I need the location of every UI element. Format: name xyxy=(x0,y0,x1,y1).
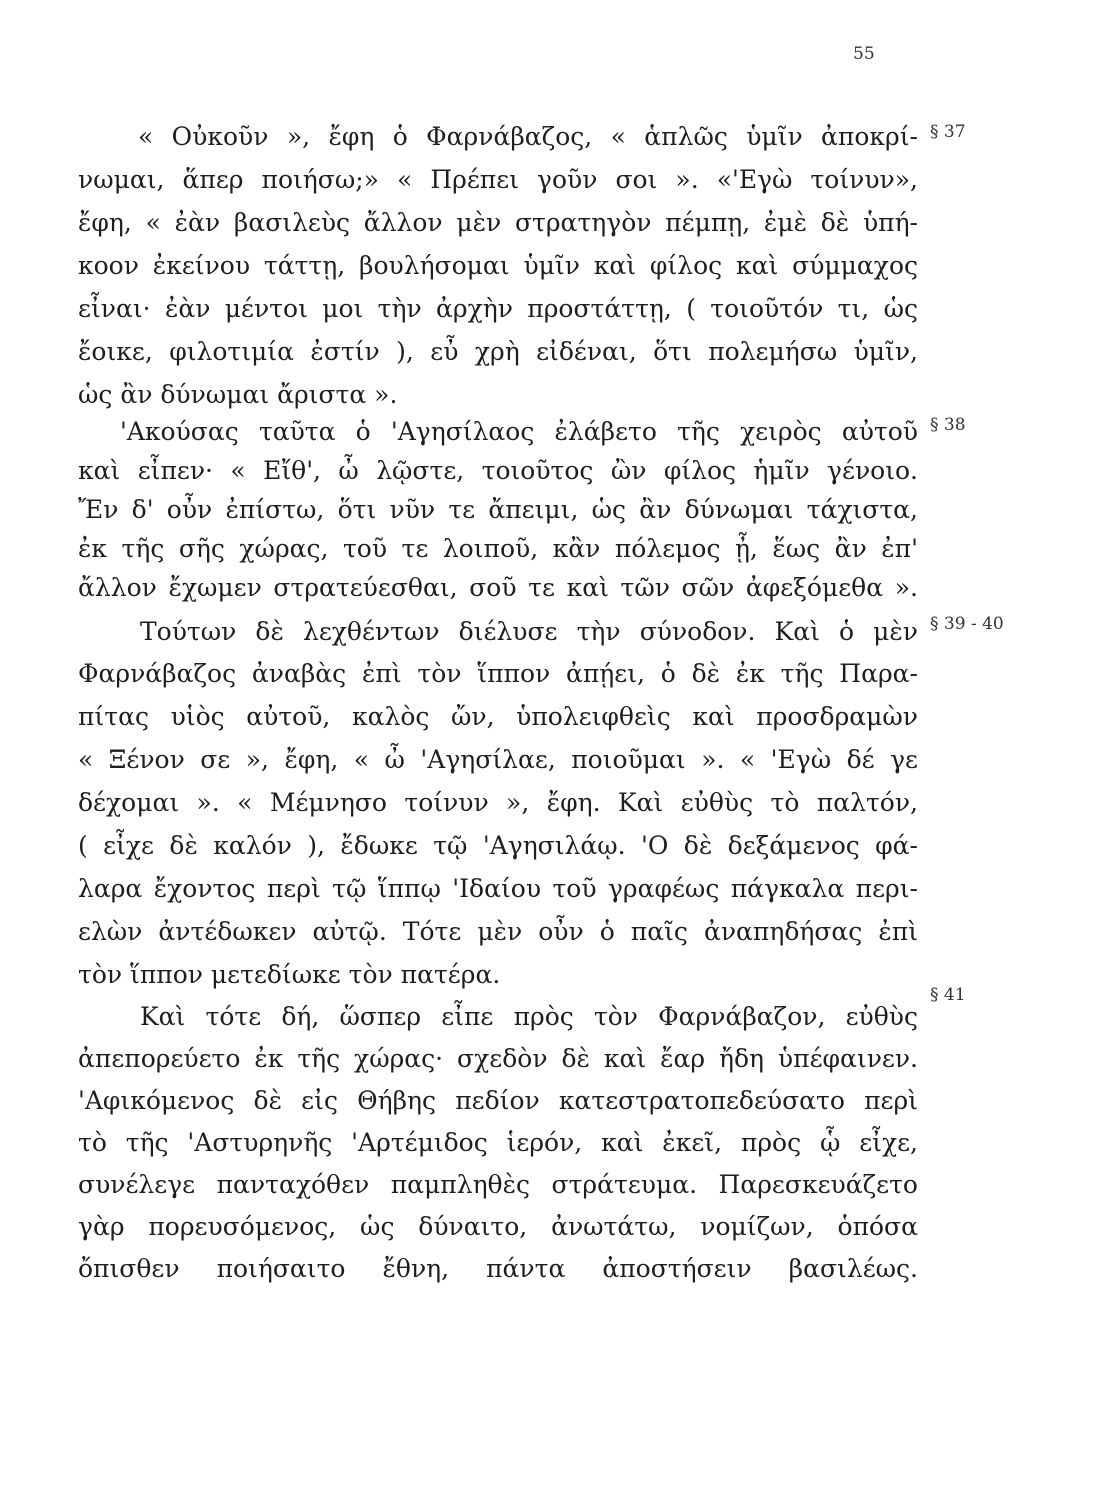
text-line xyxy=(120,412,918,452)
text-line xyxy=(78,826,918,866)
page-number: 55 xyxy=(853,44,875,64)
margin-ref-39-40: § 39 - 40 xyxy=(930,614,1004,634)
text-line xyxy=(78,783,918,823)
text-line xyxy=(78,869,918,909)
text-line xyxy=(78,1039,918,1079)
text-line xyxy=(140,612,918,652)
text-line xyxy=(78,529,918,569)
text-line-content: εἶναι· ἐὰν μέντοι μοι τὴν ἀρχὴν προστάττῃ, ( τοιοῦτόν τι, ὡς xyxy=(78,294,918,323)
text-line-content: καὶ εἶπεν· « Εἴθ', ὦ λῷστε, τοιοῦτος ὢν φίλος ἡμῖν γένοιο. xyxy=(78,456,918,485)
text-line-content: « Ξένον σε », ἔφη, « ὦ 'Αγησίλαε, ποιοῦμαι ». « 'Εγὼ δέ γε xyxy=(78,745,918,774)
text-line-content: νωμαι, ἅπερ ποιήσω;» « Πρέπει γοῦν σοι ». «'Εγὼ τοίνυν», xyxy=(78,165,918,194)
text-line-content: γὰρ πορευσόμενος, ὡς δύναιτο, ἀνωτάτω, νομίζων, ὁπόσα xyxy=(78,1212,918,1241)
text-line xyxy=(78,1165,918,1205)
text-line-content: λαρα ἔχοντος περὶ τῷ ἵππῳ 'Ιδαίου τοῦ γραφέως πάγκαλα περι- xyxy=(78,874,918,903)
text-line xyxy=(78,740,918,780)
text-line xyxy=(78,203,918,243)
text-line-content: τὸ τῆς 'Αστυρηνῆς 'Αρτέμιδος ἱερόν, καὶ ἐκεῖ, πρὸς ᾧ εἶχε, xyxy=(78,1128,918,1157)
text-line-content: συνέλεγε πανταχόθεν παμπληθὲς στράτευμα. Παρεσκευάζετο xyxy=(78,1170,918,1199)
text-line xyxy=(78,246,918,286)
text-line-content: ἀπεπορεύετο ἐκ τῆς χώρας· σχεδὸν δὲ καὶ ἔαρ ἤδη ὑπέφαινεν. xyxy=(78,1044,918,1073)
text-line-content: Φαρνάβαζος ἀναβὰς ἐπὶ τὸν ἵππον ἀπῄει, ὁ δὲ ἐκ τῆς Παρα- xyxy=(78,659,918,688)
text-line-content: ελὼν ἀντέδωκεν αὐτῷ. Τότε μὲν οὖν ὁ παῖς ἀναπηδήσας ἐπὶ xyxy=(78,917,918,946)
text-line-content: Τούτων δὲ λεχθέντων διέλυσε τὴν σύνοδον. Καὶ ὁ μὲν xyxy=(140,617,918,646)
text-line xyxy=(78,375,435,415)
text-line xyxy=(78,1081,918,1121)
margin-ref-38: § 38 xyxy=(930,415,966,435)
text-line-content: δέχομαι ». « Μέμνησο τοίνυν », ἔφη. Καὶ εὐθὺς τὸ παλτόν, xyxy=(78,788,918,817)
text-line xyxy=(78,1249,918,1289)
text-line xyxy=(78,289,918,329)
text-line-content: ἔοικε, φιλοτιμία ἐστίν ), εὖ χρὴ εἰδέναι, ὅτι πολεμήσω ὑμῖν, xyxy=(78,337,918,366)
text-line-content: τὸν ἵππον μετεδίωκε τὸν πατέρα. xyxy=(78,960,501,989)
text-line xyxy=(78,332,918,372)
text-line xyxy=(78,451,918,491)
text-line xyxy=(138,117,918,157)
text-line-content: « Οὐκοῦν », ἔφη ὁ Φαρνάβαζος, « ἁπλῶς ὑμῖν ἀποκρί- xyxy=(138,122,918,151)
text-line-content: Ἔν δ' οὖν ἐπίστω, ὅτι νῦν τε ἄπειμι, ὡς ἂν δύνωμαι τάχιστα, xyxy=(78,495,918,524)
text-line xyxy=(140,997,918,1037)
text-line-content: ( εἶχε δὲ καλόν ), ἔδωκε τῷ 'Αγησιλάῳ. 'Ο δὲ δεξάμενος φά- xyxy=(78,831,918,860)
text-line xyxy=(78,955,542,995)
text-line-content: κοον ἐκείνου τάττῃ, βουλήσομαι ὑμῖν καὶ φίλος καὶ σύμμαχος xyxy=(78,251,918,280)
text-line xyxy=(78,697,918,737)
text-line xyxy=(78,912,918,952)
text-line-content: ὡς ἂν δύνωμαι ἄριστα ». xyxy=(78,380,398,409)
text-line xyxy=(78,654,918,694)
text-line-content: ἔφη, « ἐὰν βασιλεὺς ἄλλον μὲν στρατηγὸν πέμπῃ, ἐμὲ δὲ ὑπή- xyxy=(78,208,918,237)
text-line-content: ὄπισθεν ποιήσαιτο ἔθνη, πάντα ἀποστήσειν βασιλέως. xyxy=(78,1254,918,1283)
text-line-content: 'Ακούσας ταῦτα ὁ 'Αγησίλαος ἐλάβετο τῆς χειρὸς αὐτοῦ xyxy=(120,417,918,446)
text-line xyxy=(78,160,918,200)
text-line-content: πίτας υἱὸς αὐτοῦ, καλὸς ὤν, ὑπολειφθεὶς καὶ προσδραμὼν xyxy=(78,702,918,731)
text-line-content: Καὶ τότε δή, ὥσπερ εἶπε πρὸς τὸν Φαρνάβαζον, εὐθὺς xyxy=(140,1002,918,1031)
margin-ref-37: § 37 xyxy=(930,122,966,142)
text-line xyxy=(78,490,918,530)
text-line xyxy=(78,568,918,608)
text-line xyxy=(78,1123,918,1163)
text-line-content: ἐκ τῆς σῆς χώρας, τοῦ τε λοιποῦ, κἂν πόλεμος ᾖ, ἕως ἂν ἐπ' xyxy=(78,534,918,563)
margin-ref-41: § 41 xyxy=(930,985,966,1005)
text-line xyxy=(78,1207,918,1247)
text-line-content: ἄλλον ἔχωμεν στρατεύεσθαι, σοῦ τε καὶ τῶν σῶν ἀφεξόμεθα ». xyxy=(78,573,918,602)
text-line-content: 'Αφικόμενος δὲ εἰς Θήβης πεδίον κατεστρατοπεδεύσατο περὶ xyxy=(78,1086,918,1115)
